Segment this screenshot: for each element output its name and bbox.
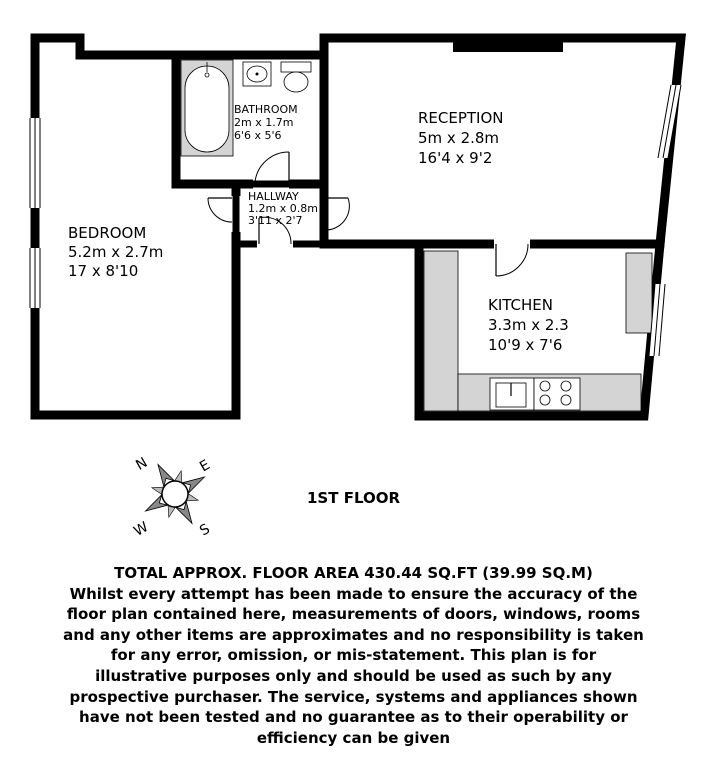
- floor-label: 1ST FLOOR: [307, 489, 401, 507]
- disclaimer-line: Whilst every attempt has been made to ensure the accuracy of the: [69, 584, 638, 603]
- total-area: TOTAL APPROX. FLOOR AREA 430.44 SQ.FT (39.99 SQ.M): [114, 564, 593, 582]
- disclaimer-line: have not been tested and no guarantee as to their operability or: [79, 708, 628, 727]
- bedroom-metric: 5.2m x 2.7m: [68, 243, 164, 261]
- kitchen-door: [494, 238, 530, 276]
- footer-disclaimer: [20, 563, 687, 748]
- reception-room: [324, 34, 681, 244]
- bedroom-window-lower: [30, 248, 40, 308]
- compass-e: E: [197, 457, 213, 476]
- compass-w: W: [131, 519, 152, 540]
- bedroom-window-upper: [30, 118, 40, 208]
- reception-name: RECEPTION: [418, 109, 504, 127]
- kitchen-room: [419, 238, 665, 416]
- reception-walls: [324, 38, 681, 244]
- disclaimer-line: illustrative purposes only and should be used as such by any: [95, 666, 612, 685]
- reception-fireplace: [453, 34, 563, 52]
- disclaimer-line: and any other items are approximates and no responsibility is taken: [63, 625, 644, 644]
- bathroom-name: BATHROOM: [234, 103, 298, 116]
- hallway-imperial: 3'11 x 2'7: [248, 214, 303, 227]
- kitchen-hob: [534, 378, 580, 410]
- kitchen-sink: [490, 378, 534, 410]
- bathroom-room: [176, 55, 324, 190]
- compass-n: N: [133, 454, 151, 474]
- bathroom-toilet: [281, 62, 311, 92]
- kitchen-counter-right: [626, 253, 652, 333]
- kitchen-name: KITCHEN: [488, 296, 553, 314]
- disclaimer-line: efficiency can be given: [256, 728, 451, 747]
- disclaimer-line: prospective purchaser. The service, systems and appliances shown: [69, 687, 638, 706]
- reception-metric: 5m x 2.8m: [418, 129, 500, 147]
- bathroom-imperial: 6'6 x 5'6: [234, 129, 282, 142]
- reception-window: [658, 85, 681, 158]
- kitchen-imperial: 10'9 x 7'6: [488, 336, 563, 354]
- bathroom-metric: 2m x 1.7m: [234, 116, 294, 129]
- reception-imperial: 16'4 x 9'2: [418, 149, 493, 167]
- bedroom-name: BEDROOM: [68, 224, 147, 242]
- hallway-name: HALLWAY: [248, 190, 299, 203]
- kitchen-metric: 3.3m x 2.3: [488, 316, 569, 334]
- compass-s: S: [197, 520, 213, 540]
- bath-tub: [181, 60, 233, 156]
- kitchen-counter-left: [424, 251, 458, 411]
- bedroom-imperial: 17 x 8'10: [68, 262, 139, 280]
- disclaimer-line: for any error, omission, or mis-statement. This plan is for: [110, 646, 597, 665]
- hallway-metric: 1.2m x 0.8m: [248, 202, 318, 215]
- disclaimer-line: floor plan contained here, measurements of doors, windows, rooms: [66, 605, 641, 624]
- bathroom-sink: [243, 62, 271, 86]
